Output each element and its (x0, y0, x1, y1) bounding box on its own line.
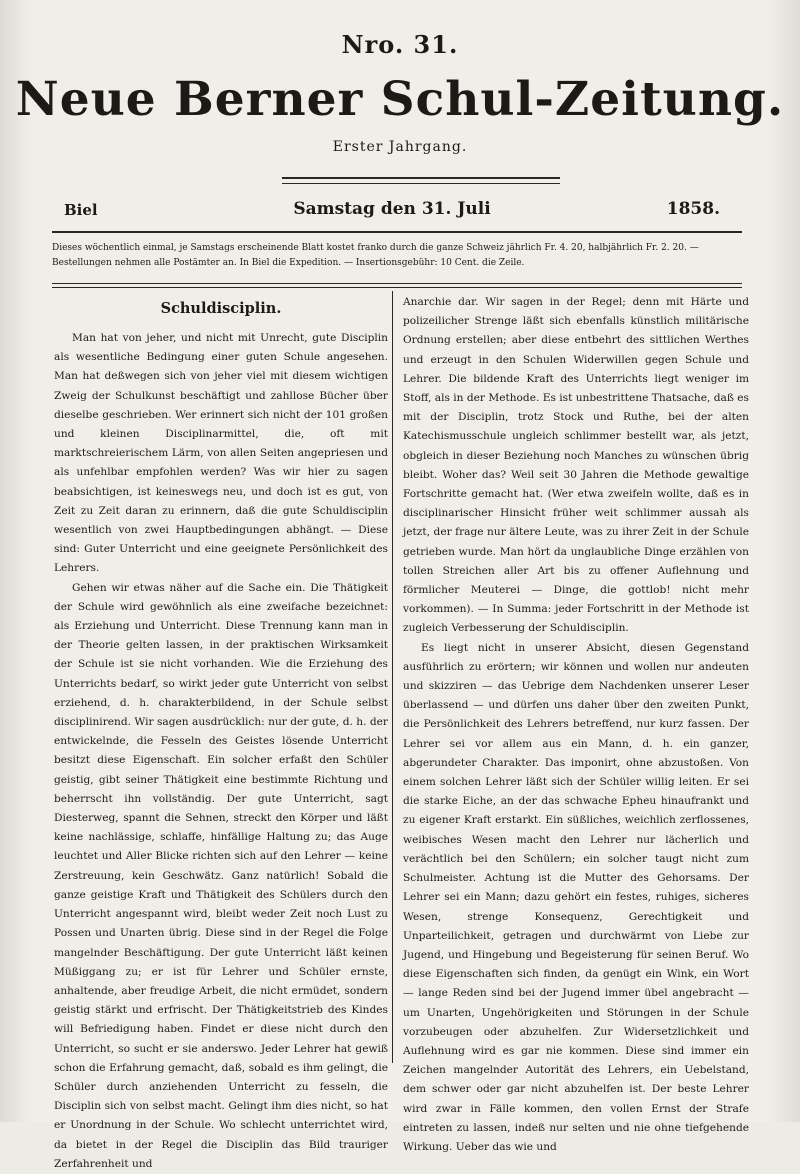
notice-rule (52, 283, 742, 288)
article-paragraph: Man hat von jeher, und nicht mit Unrecht, gute Disciplin als wesentliche Bedingung einer guten Schule angesehen. Man hat deßwegen sich von jeher viel mit diesem wichtigen Zweig der Schulkunst beschäftigt und zahllose Bücher über dieselbe geschrieben. Wer erinnert sich nicht der 101 großen und kleinen Disciplinarmittel, die, oft mit marktschreierischem Lärm, von allen Seiten angepriesen und als unfehlbar empfohlen werden? Was wir hier zu sagen beabsichtigen, ist keineswegs neu, und doch ist es gut, von Zeit zu Zeit daran zu erinnern, daß die gute Schuldisciplin wesentlich von zwei Hauptbedingungen abhängt. — Diese sind: Guter Unterricht und eine geeignete Persönlichkeit des Lehrers. (54, 332, 388, 575)
article-heading: Schuldisciplin. (160, 300, 282, 317)
article-paragraph: Anarchie dar. Wir sagen in der Regel; denn mit Härte und polizeilicher Strenge läßt sich ebenfalls künstlich militärische Ordnung erstellen; aber diese entbehrt des sittlichen Werthes und erzeugt in den Schulen Widerwillen gegen Schule und Lehrer. Die bildende Kraft des Unterrichts liegt weniger im Stoff, als in der Methode. Es ist unbestrittene Thatsache, daß es mit der Disciplin, trotz Stock und Ruthe, bei der alten Katechismusschule ungleich schlimmer bestellt war, als jetzt, obgleich in dieser Beziehung noch Manches zu wünschen übrig bleibt. Woher das? Weil seit 30 Jahren die Methode gewaltige Fortschritte gemacht hat. (Wer etwa zweifeln wollte, daß es in disciplinarischer Hinsicht früher weit schlimmer aussah als jetzt, der frage nur ältere Leute, was zu ihrer Zeit in der Schule getrieben wurde. Man hört da unglaubliche Dinge erzählen von tollen Streichen aller Art bis zu offener Auflehnung und förmlicher Meuterei — Dinge, die gottlob! nicht mehr vorkommen). — In Summa: jeder Fortschritt in der Methode ist zugleich Verbesserung der Schuldisciplin. (403, 296, 749, 635)
subscription-notice: Dieses wöchentlich einmal, je Samstags erscheinende Blatt kostet franko durch die ganze Schweiz jährlich Fr. 4. 20, halbjährlich Fr. 2. 20. — Bestellungen nehmen alle Postämter an. In Biel die Expedition. — Insertionsgebühr: 10 Cent. die Zeile. (52, 243, 699, 268)
dateline-date: Samstag den 31. Juli (293, 199, 491, 219)
article-paragraph: Es liegt nicht in unserer Absicht, diesen Gegenstand ausführlich zu erörtern; wir können und wollen nur andeuten und skizziren — das Uebrige dem Nachdenken unserer Leser überlassend — und dürfen uns daher über den zweiten Punkt, die Persönlichkeit des Lehrers betreffend, nur kurz fassen. Der Lehrer sei vor allem aus ein Mann, d. h. ein ganzer, abgerundeter Charakter. Das imponirt, ohne abzustoßen. Von einem solchen Lehrer läßt sich der Schüler willig leiten. Er sei die starke Eiche, an der das schwache Epheu hinaufrankt und zu eigener Kraft erstarkt. Ein süßliches, weichlich zerflossenes, weibisches Wesen macht den Lehrer nur lächerlich und verächtlich bei den Schülern; ein solcher taugt nicht zum Schulmeister. Achtung ist die Mutter des Gehorsams. Der Lehrer sei ein Mann; dazu gehört ein festes, ruhiges, sicheres Wesen, strenge Konsequenz, Gerechtigkeit und Unparteilichkeit, getragen und durchwärmt von Liebe zur Jugend, und Hingebung und Begeisterung für seinen Beruf. Wo diese Eigenschaften sich finden, da genügt ein Wink, ein Wort — lange Reden sind bei der Jugend immer übel angebracht — um Unarten, Ungehörigkeiten und Störungen in der Schule vorzubeugen oder abzuhelfen. Zur Widersetzlichkeit und Auflehnung wird es gar nie kommen. Diese sind immer ein Zeichen mangelnder Autorität des Lehrers, ein Uebelstand, dem schwer oder gar nicht abzuhelfen ist. Der beste Lehrer wird zwar in Fälle kommen, den vollen Ernst der Strafe eintreten zu lassen, indeß nur selten und nie ohne tiefgehende Wirkung. Ueber das wie und (403, 641, 749, 1153)
right-column (403, 293, 749, 1153)
article-paragraph: Gehen wir etwas näher auf die Sache ein. Die Thätigkeit der Schule wird gewöhnlich als eine zweifache bezeichnet: als Erziehung und Unterricht. Diese Trennung kann man in der Theorie gelten lassen, in der praktischen Wirksamkeit der Schule ist sie nicht vorhanden. Wie die Erziehung des Unterrichts bedarf, so wirkt jeder gute Unterricht von selbst erziehend, d. h. charakterbildend, in der Schule selbst disciplinirend. Wir sagen ausdrücklich: nur der gute, d. h. der entwickelnde, die Fesseln des Geistes lösende Unterricht besitzt diese Eigenschaft. Ein solcher erfaßt den Schüler geistig, gibt seiner Thätigkeit eine bestimmte Richtung und beherrscht ihn vollständig. Der gute Unterricht, sagt Diesterweg, spannt die Sehnen, streckt den Körper und läßt keine nachlässige, schlaffe, hinfällige Haltung zu; das Auge leuchtet und Aller Blicke richten sich auf den Lehrer — keine Zerstreuung, kein Geschwätz. Ganz natürlich! Sobald die ganze geistige Kraft und Thätigkeit des Schülers durch den Unterricht angespannt wird, bleibt weder Zeit noch Lust zu Possen und Unarten übrig. Diese sind in der Regel die Folge mangelnder Beschäftigung. Der gute Unterricht läßt keinen Müßiggang zu; er ist für Lehrer und Schüler ernste, anhaltende, aber freudige Arbeit, die nicht ermüdet, sondern geistig stärkt und erfrischt. Der Thätigkeitstrieb des Kindes will Befriedigung haben. Findet er diese nicht durch den Unterricht, so sucht er sie anderswo. Jeder Lehrer hat gewiß schon die Erfahrung gemacht, daß, sobald es ihm gelingt, die Schüler durch anziehenden Unterricht zu fesseln, die Disciplin sich von selbst macht. Gelingt ihm dies nicht, so hat er Unordnung in der Schule. Wo schlecht unterrichtet wird, da bietet in der Regel die Disciplin das Bild trauriger Zerfahrenheit und (54, 581, 388, 1170)
column-divider (392, 291, 393, 1063)
left-column (54, 293, 388, 1170)
issue-number: Nro. 31. (341, 30, 459, 59)
dateline-place: Biel (64, 201, 98, 219)
dateline-year: 1858. (666, 199, 720, 219)
masthead-rule (282, 177, 560, 184)
masthead-title: Neue Berner Schul-Zeitung. (15, 72, 785, 127)
dateline (64, 199, 720, 223)
volume-subtitle: Erster Jahrgang. (332, 139, 468, 155)
header-rule (52, 231, 742, 233)
